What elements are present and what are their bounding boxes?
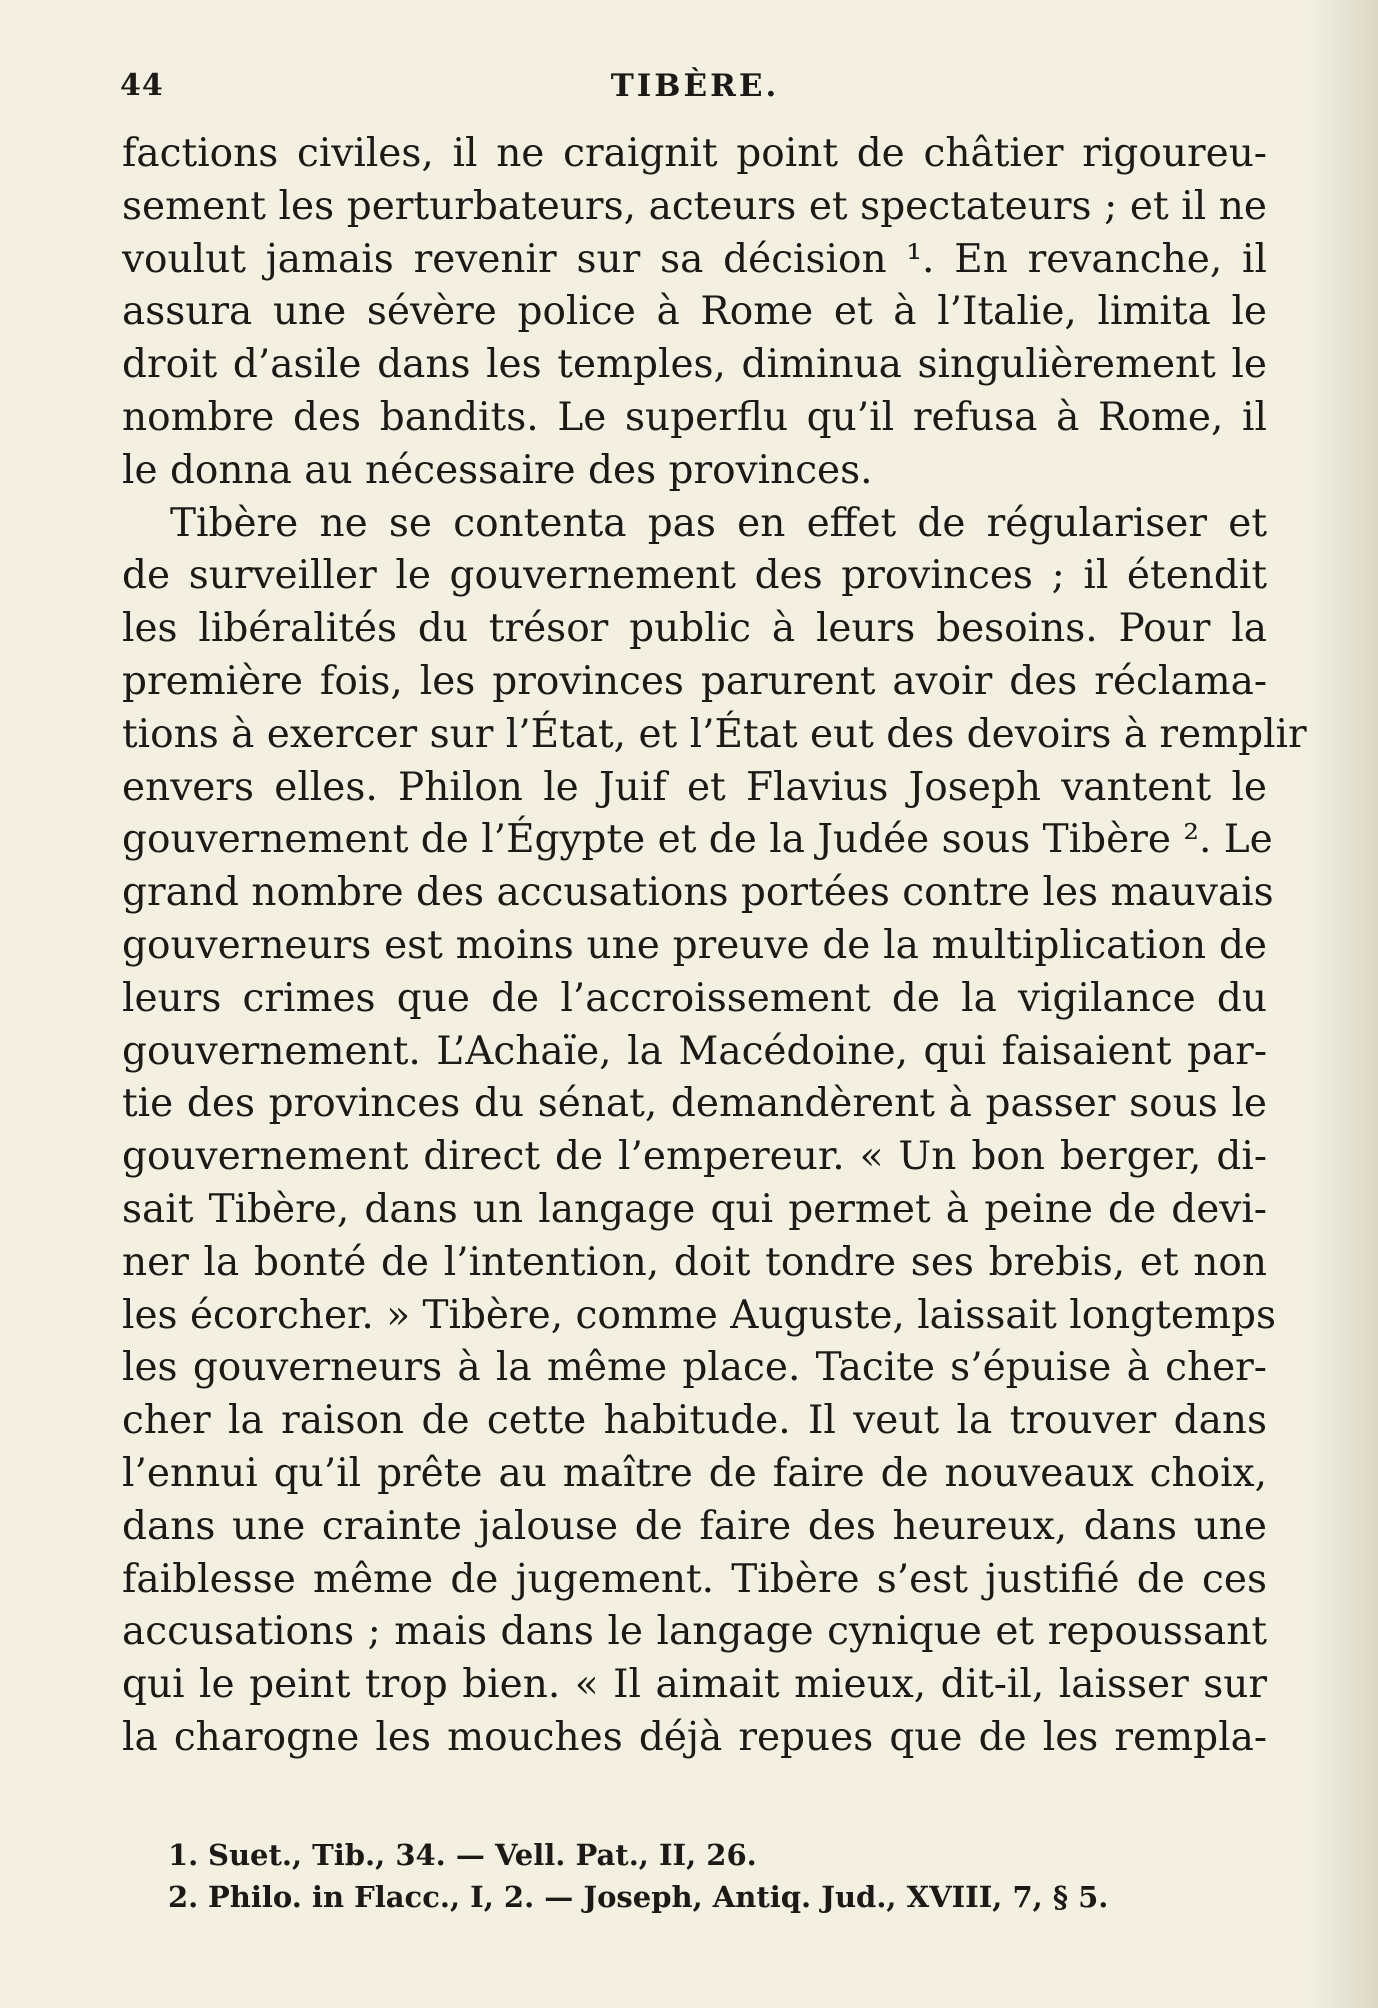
text-line: qui le peint trop bien. « Il aimait mieux, dit-il, laisser sur: [122, 1662, 1267, 1708]
text-line: sement les perturbateurs, acteurs et spectateurs ; et il ne: [122, 183, 1267, 229]
text-line: nombre des bandits. Le superflu qu’il refusa à Rome, il: [122, 394, 1267, 440]
text-line: gouverneurs est moins une preuve de la multiplication de: [122, 922, 1267, 968]
page-header: [120, 68, 1270, 118]
text-line: gouvernement direct de l’empereur. « Un bon berger, di-: [122, 1134, 1267, 1180]
text-line: tions à exercer sur l’État, et l’État eut des devoirs à remplir: [122, 711, 1307, 757]
text-line: les gouverneurs à la même place. Tacite s’épuise à cher-: [122, 1345, 1267, 1391]
text-line: Tibère ne se contenta pas en effet de régulariser et: [170, 500, 1267, 546]
text-line: première fois, les provinces parurent avoir des réclama-: [122, 658, 1267, 704]
text-line: envers elles. Philon le Juif et Flavius Joseph vantent le: [122, 764, 1267, 810]
footnote-number: 1.: [168, 1838, 199, 1872]
footnote: [168, 1834, 1168, 1876]
footnote: [168, 1876, 1168, 1918]
text-line: gouvernement. L’Achaïe, la Macédoine, qui faisaient par-: [122, 1028, 1267, 1074]
running-title: TIBÈRE.: [610, 68, 780, 104]
text-line: cher la raison de cette habitude. Il veut la trouver dans: [122, 1398, 1267, 1444]
text-line: droit d’asile dans les temples, diminua singulièrement le: [122, 342, 1267, 388]
text-line: faiblesse même de jugement. Tibère s’est justifié de ces: [122, 1556, 1267, 1602]
text-line: le donna au nécessaire des provinces.: [122, 447, 873, 493]
footnote-text: Suet., Tib., 34. — Vell. Pat., II, 26.: [208, 1838, 757, 1872]
text-line: l’ennui qu’il prête au maître de faire de nouveaux choix,: [122, 1450, 1267, 1496]
footnote-number: 2.: [168, 1880, 199, 1914]
body-text: [122, 128, 1307, 1765]
text-line: ner la bonté de l’intention, doit tondre ses brebis, et non: [122, 1239, 1267, 1285]
text-line: leurs crimes que de l’accroissement de la vigilance du: [122, 975, 1267, 1021]
text-line: sait Tibère, dans un langage qui permet à peine de devi-: [122, 1186, 1267, 1232]
text-line: tie des provinces du sénat, demandèrent à passer sous le: [122, 1081, 1267, 1127]
footnote-text: Philo. in Flacc., I, 2. — Joseph, Antiq. Jud., XVIII, 7, § 5.: [208, 1880, 1109, 1914]
text-line: de surveiller le gouvernement des provinces ; il étendit: [122, 553, 1267, 599]
page-number: 44: [120, 68, 164, 103]
text-line: les libéralités du trésor public à leurs besoins. Pour la: [122, 606, 1267, 652]
page-gutter-shadow: [1308, 0, 1378, 2008]
text-line: dans une crainte jalouse de faire des heureux, dans une: [122, 1503, 1267, 1549]
text-line: factions civiles, il ne craignit point de châtier rigoureu-: [122, 131, 1267, 176]
footnotes: [168, 1834, 1168, 1918]
text-line: assura une sévère police à Rome et à l’Italie, limita le: [122, 289, 1267, 335]
text-line: voulut jamais revenir sur sa décision ¹. En revanche, il: [122, 236, 1267, 282]
text-line: la charogne les mouches déjà repues que de les rempla-: [122, 1714, 1267, 1760]
text-line: accusations ; mais dans le langage cynique et repoussant: [122, 1609, 1267, 1655]
text-line: gouvernement de l’Égypte et de la Judée sous Tibère ². Le: [122, 817, 1273, 863]
text-line: grand nombre des accusations portées contre les mauvais: [122, 870, 1274, 916]
text-line: les écorcher. » Tibère, comme Auguste, laissait longtemps: [122, 1292, 1276, 1338]
